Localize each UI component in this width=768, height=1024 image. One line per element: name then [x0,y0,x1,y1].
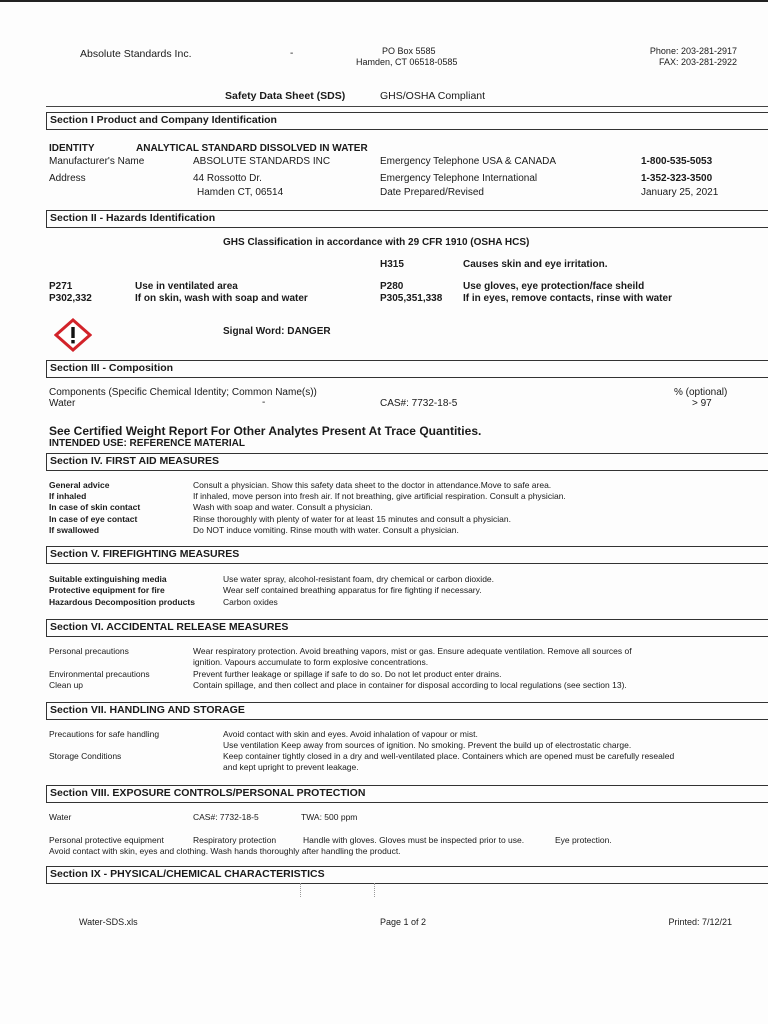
p271-code: P271 [49,281,73,292]
emergency-intl-value: 1-352-323-3500 [641,173,713,184]
fire-text-media: Use water spray, alcohol-resistant foam, dry chemical or carbon dioxide. [223,574,495,584]
p302-code: P302,332 [49,293,92,304]
exposure-water-label: Water [49,812,72,822]
emergency-intl-label: Emergency Telephone International [380,173,538,184]
divider [46,106,768,107]
footer-printed-date: Printed: 7/12/21 [668,917,732,927]
optional-label: % (optional) [674,387,728,398]
storage-conditions-text-2: and kept upright to prevent leakage. [223,762,359,772]
h315-code: H315 [380,259,404,270]
fax: FAX: 203-281-2922 [658,57,737,67]
exposure-twa: TWA: 500 ppm [301,812,358,822]
fire-text-equipment: Wear self contained breathing apparatus for fire fighting if necessary. [223,585,482,595]
section-9-header [46,866,768,884]
address-line-2: Hamden, CT 06518-0585 [356,57,458,67]
first-aid-label-skin: In case of skin contact [49,502,141,512]
components-label: Components (Specific Chemical Identity; Common Name(s)) [49,387,317,398]
p280-code: P280 [380,281,404,292]
first-aid-label-general: General advice [49,480,110,490]
document-title: Safety Data Sheet (SDS) [225,90,346,102]
manufacturer-label: Manufacturer's Name [49,156,145,167]
p280-text: Use gloves, eye protection/face sheild [463,281,645,292]
water-label: Water [49,398,76,409]
section-4-title: Section IV. FIRST AID MEASURES [50,455,219,467]
exclamation-hazard-icon [54,318,92,352]
section-1-header [46,112,768,130]
first-aid-text-general: Consult a physician. Show this safety data sheet to the doctor in attendance.Move to safe area. [193,480,552,490]
section-5-header [46,546,768,564]
eye-protection: Eye protection. [555,835,612,845]
first-aid-text-inhaled: If inhaled, move person into fresh air. If not breathing, give artificial respiration. Consult a physician. [193,491,566,501]
glove-instructions: Handle with gloves. Gloves must be inspected prior to use. [303,835,525,845]
h315-text: Causes skin and eye irritation. [463,259,608,270]
footer-filename: Water-SDS.xls [79,917,138,927]
percentage: > 97 [692,398,712,409]
respiratory-protection: Respiratory protection [193,835,277,845]
safe-handling-label: Precautions for safe handling [49,729,160,739]
top-border [0,0,768,2]
section-4-header [46,453,768,471]
identity-label: IDENTITY [49,143,95,154]
signal-word: Signal Word: DANGER [223,326,331,337]
section-6-title: Section VI. ACCIDENTAL RELEASE MEASURES [50,621,289,633]
storage-conditions-label: Storage Conditions [49,751,122,761]
p305-code: P305,351,338 [380,293,443,304]
ppe-label: Personal protective equipment [49,835,164,845]
first-aid-label-swallowed: If swallowed [49,525,100,535]
address-label: Address [49,173,86,184]
company-name: Absolute Standards Inc. [80,48,192,60]
p271-text: Use in ventilated area [135,281,238,292]
section-8-title: Section VIII. EXPOSURE CONTROLS/PERSONAL PROTECTION [50,787,366,799]
address-value-2: Hamden CT, 06514 [197,187,284,198]
p305-text: If in eyes, remove contacts, rinse with water [463,293,672,304]
phone: Phone: 203-281-2917 [649,46,737,56]
section-5-title: Section V. FIREFIGHTING MEASURES [50,548,240,560]
safe-handling-text-1: Avoid contact with skin and eyes. Avoid inhalation of vapour or mist. [223,729,478,739]
compliance-label: GHS/OSHA Compliant [380,90,486,102]
environmental-precautions-label: Environmental precautions [49,669,150,679]
table-column-divider [300,883,301,897]
date-label: Date Prepared/Revised [380,187,484,198]
section-2-title: Section II - Hazards Identification [50,212,216,224]
section-6-header [46,619,768,637]
section-2-header [46,210,768,228]
intended-use: INTENDED USE: REFERENCE MATERIAL [49,438,245,449]
fire-label-media: Suitable extinguishing media [49,574,167,584]
section-9-title: Section IX - PHYSICAL/CHEMICAL CHARACTERISTICS [50,868,325,880]
avoid-contact-text: Avoid contact with skin, eyes and clothing. Wash hands thoroughly after handling the product. [49,846,401,856]
table-column-divider [374,883,375,897]
section-8-header [46,785,768,803]
section-3-header [46,360,768,378]
section-7-title: Section VII. HANDLING AND STORAGE [50,704,245,716]
emergency-us-label: Emergency Telephone USA & CANADA [380,156,557,167]
section-1-title: Section I Product and Company Identification [50,114,277,126]
environmental-precautions-text: Prevent further leakage or spillage if safe to do so. Do not let product enter drains. [193,669,502,679]
address-line-1: PO Box 5585 [382,46,436,56]
emergency-us-value: 1-800-535-5053 [641,156,713,167]
clean-up-text: Contain spillage, and then collect and place in container for disposal according to local regulations (see section 13). [193,680,627,690]
p302-text: If on skin, wash with soap and water [135,293,308,304]
certified-notice: See Certified Weight Report For Other Analytes Present At Trace Quantities. [49,424,482,438]
section-7-header [46,702,768,720]
header-dash: - [290,48,294,59]
first-aid-text-swallowed: Do NOT induce vomiting. Rinse mouth with water. Consult a physician. [193,525,459,535]
storage-conditions-text-1: Keep container tightly closed in a dry and well-ventilated place. Containers which are opened must be carefully resealed [223,751,675,761]
address-value-1: 44 Rossotto Dr. [193,173,262,184]
clean-up-label: Clean up [49,680,84,690]
date-value: January 25, 2021 [641,187,719,198]
first-aid-label-inhaled: If inhaled [49,491,87,501]
personal-precautions-text-2: ignition. Vapours accumulate to form explosive concentrations. [193,657,429,667]
fire-text-decomposition: Carbon oxides [223,597,278,607]
first-aid-text-eye: Rinse thoroughly with plenty of water for at least 15 minutes and consult a physician. [193,514,511,524]
personal-precautions-label: Personal precautions [49,646,129,656]
personal-precautions-text-1: Wear respiratory protection. Avoid breathing vapors, mist or gas. Ensure adequate ventilation. Remove all sources of [193,646,632,656]
footer-page-number: Page 1 of 2 [380,917,427,927]
section-3-title: Section III - Composition [50,362,174,374]
ghs-classification: GHS Classification in accordance with 29 CFR 1910 (OSHA HCS) [223,237,530,248]
identity-value: ANALYTICAL STANDARD DISSOLVED IN WATER [136,143,368,154]
manufacturer-value: ABSOLUTE STANDARDS INC [193,156,331,167]
first-aid-text-skin: Wash with soap and water. Consult a physician. [193,502,373,512]
first-aid-label-eye: In case of eye contact [49,514,138,524]
safe-handling-text-2: Use ventilation Keep away from sources of ignition. No smoking. Prevent the build up of electrostatic charge. [223,740,632,750]
cas-number: CAS#: 7732-18-5 [380,398,458,409]
fire-label-decomposition: Hazardous Decomposition products [49,597,195,607]
exposure-cas-number: CAS#: 7732-18-5 [193,812,259,822]
fire-label-equipment: Protective equipment for fire [49,585,165,595]
composition-dash: - [262,397,266,408]
